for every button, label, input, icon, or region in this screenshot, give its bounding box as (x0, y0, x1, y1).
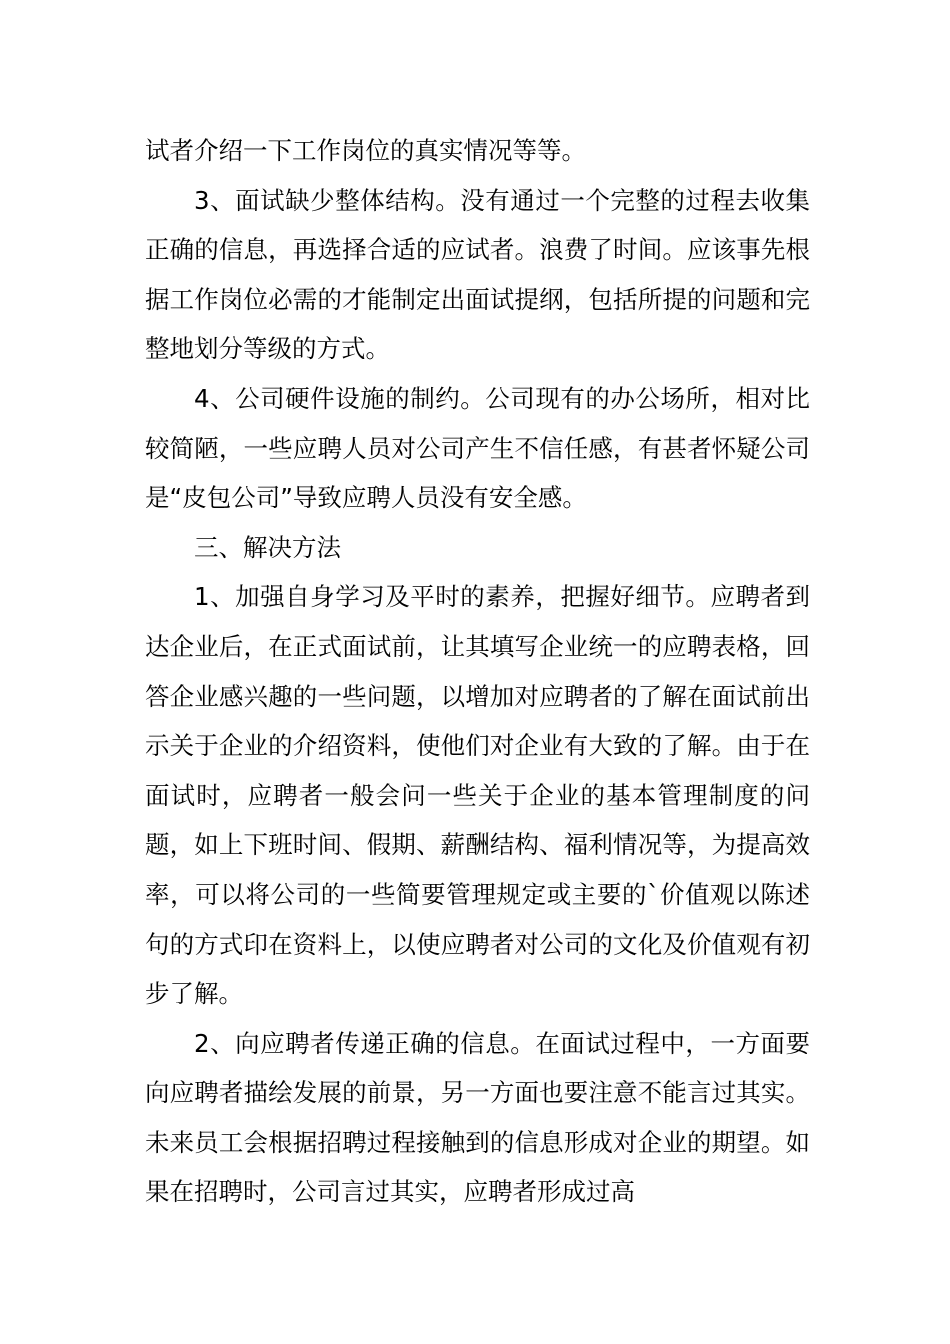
document-body (145, 126, 810, 1217)
section-heading-solutions: 三、解决方法 (194, 532, 341, 562)
paragraph-item-3: 3、面试缺少整体结构。没有通过一个完整的过程去收集正确的信息，再选择合适的应试者。浪费了时间。应该事先根据工作岗位必需的才能制定出面试提纲，包括所提的问题和完整地划分等级的方式。 (145, 185, 810, 364)
paragraph-continuation: 试者介绍一下工作岗位的真实情况等等。 (145, 136, 586, 165)
paragraph-solution-2: 2、向应聘者传递正确的信息。在面试过程中，一方面要向应聘者描绘发展的前景，另一方面也要注意不能言过其实。未来员工会根据招聘过程接触到的信息形成对企业的期望。如果在招聘时，公司言过其实，应聘者形成过高 (145, 1028, 810, 1207)
paragraph-item-4: 4、公司硬件设施的制约。公司现有的办公场所，相对比较简陋，一些应聘人员对公司产生不信任感，有甚者怀疑公司是“皮包公司”导致应聘人员没有安全感。 (145, 383, 810, 513)
paragraph-solution-1: 1、加强自身学习及平时的素养，把握好细节。应聘者到达企业后，在正式面试前，让其填写企业统一的应聘表格，回答企业感兴趣的一些问题，以增加对应聘者的了解在面试前出示关于企业的介绍资料，使他们对企业有大致的了解。由于在面试时，应聘者一般会问一些关于企业的基本管理制度的问题，如上下班时间、假期、薪酬结构、福利情况等，为提高效率，可以将公司的一些简要管理规定或主要的`价值观以陈述句的方式印在资料上，以使应聘者对公司的文化及价值观有初步了解。 (145, 582, 810, 1009)
